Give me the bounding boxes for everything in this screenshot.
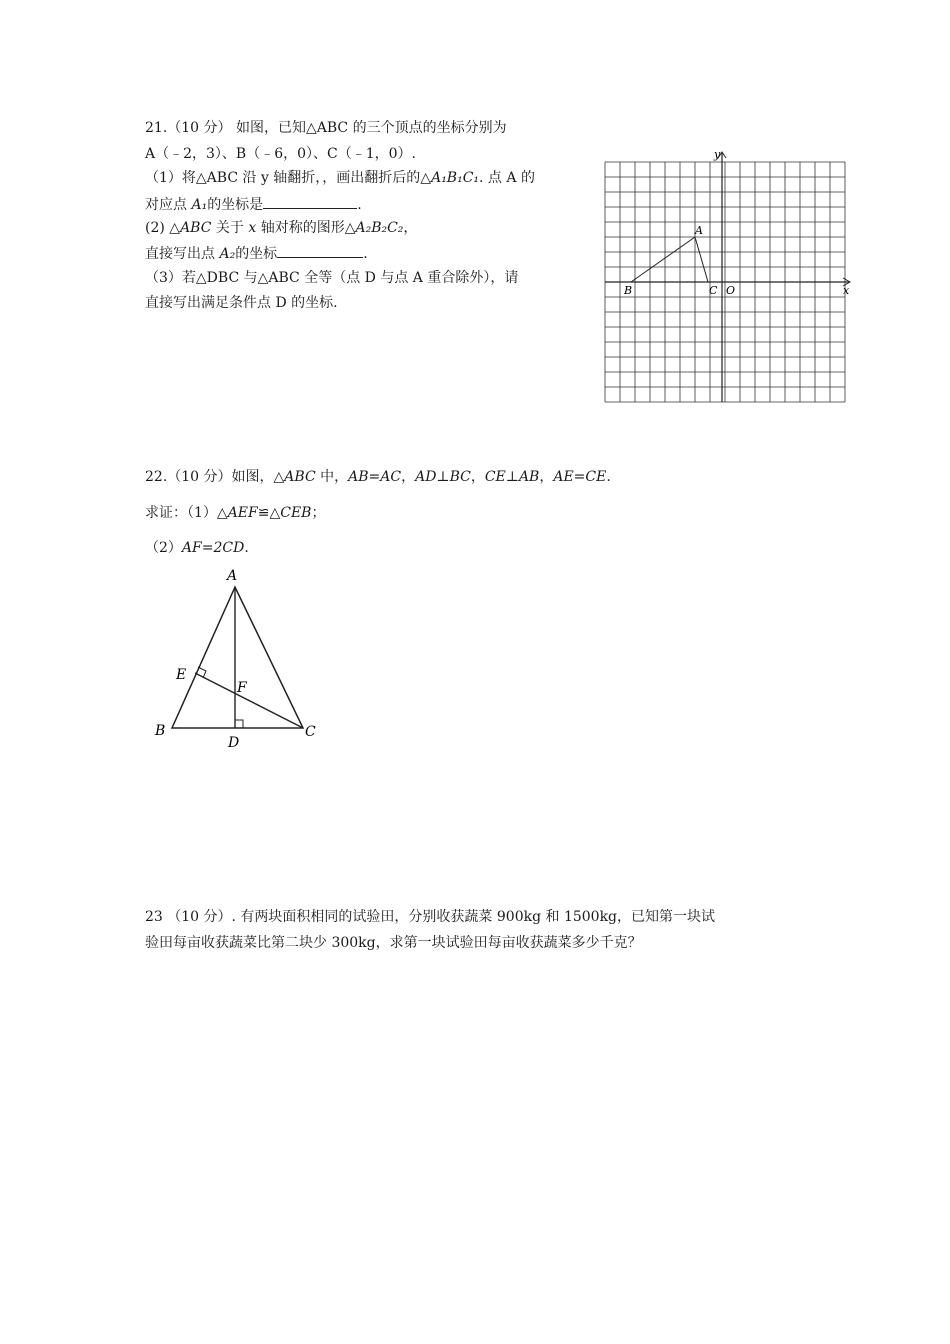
right-angle-mark-d [235, 720, 243, 728]
q21-part1-line2: 对应点 A₁的坐标是 . [145, 197, 362, 213]
label-a: A [227, 568, 238, 584]
q23-line1: 23 （10 分）. 有两块面积相同的试验田，分别收获蔬菜 900kg 和 1500kg，已知第一块试 [145, 909, 716, 925]
label-c: C [305, 724, 316, 740]
triangle-abc [631, 237, 708, 282]
q21-part3-line1: （3）若△DBC 与△ABC 全等（点 D 与点 A 重合除外），请 [145, 270, 519, 286]
label-o: O [726, 284, 736, 297]
q21-coordinates: A（﹣2，3）、B（﹣6，0）、C（﹣1，0）. [145, 146, 417, 162]
q23-line2: 验田每亩收获蔬菜比第二块少 300kg，求第一块试验田每亩收获蔬菜多少千克？ [145, 935, 642, 951]
label-b: B [155, 723, 166, 739]
q21-part1-line1: （1）将△ABC 沿 y 轴翻折，，画出翻折后的△A₁B₁C₁. 点 A 的 [145, 170, 535, 186]
q21-part2-line2: 直接写出点 A₂的坐标 . [145, 246, 368, 262]
answer-blank[interactable] [277, 244, 363, 258]
q21-part3-line2: 直接写出满足条件点 D 的坐标. [145, 295, 338, 311]
q21-heading: 21.（10 分） 如图，已知△ABC 的三个顶点的坐标分别为 [145, 120, 507, 136]
label-a: A [695, 224, 703, 237]
label-c: C [709, 284, 718, 297]
q22-prove-part1: 求证：（1）△AEF≌△CEB； [145, 505, 326, 521]
answer-blank[interactable] [263, 195, 357, 209]
label-f: F [237, 680, 247, 696]
q22-heading: 22.（10 分）如图，△ABC 中，AB=AC，AD⊥BC，CE⊥AB，AE=CE. [145, 469, 611, 485]
triangle-abc [172, 587, 303, 728]
label-e: E [176, 667, 187, 683]
altitude-ce [195, 673, 303, 728]
label-y: y [714, 148, 721, 161]
q21-coordinate-grid [598, 148, 860, 410]
q21-part2-line1: (2) △ABC 关于 x 轴对称的图形△A₂B₂C₂， [145, 220, 418, 236]
label-b: B [624, 284, 633, 297]
label-x: x [843, 284, 850, 297]
label-d: D [228, 735, 240, 751]
q22-prove-part2: （2）AF=2CD. [145, 540, 249, 556]
q22-triangle-figure [145, 562, 335, 752]
